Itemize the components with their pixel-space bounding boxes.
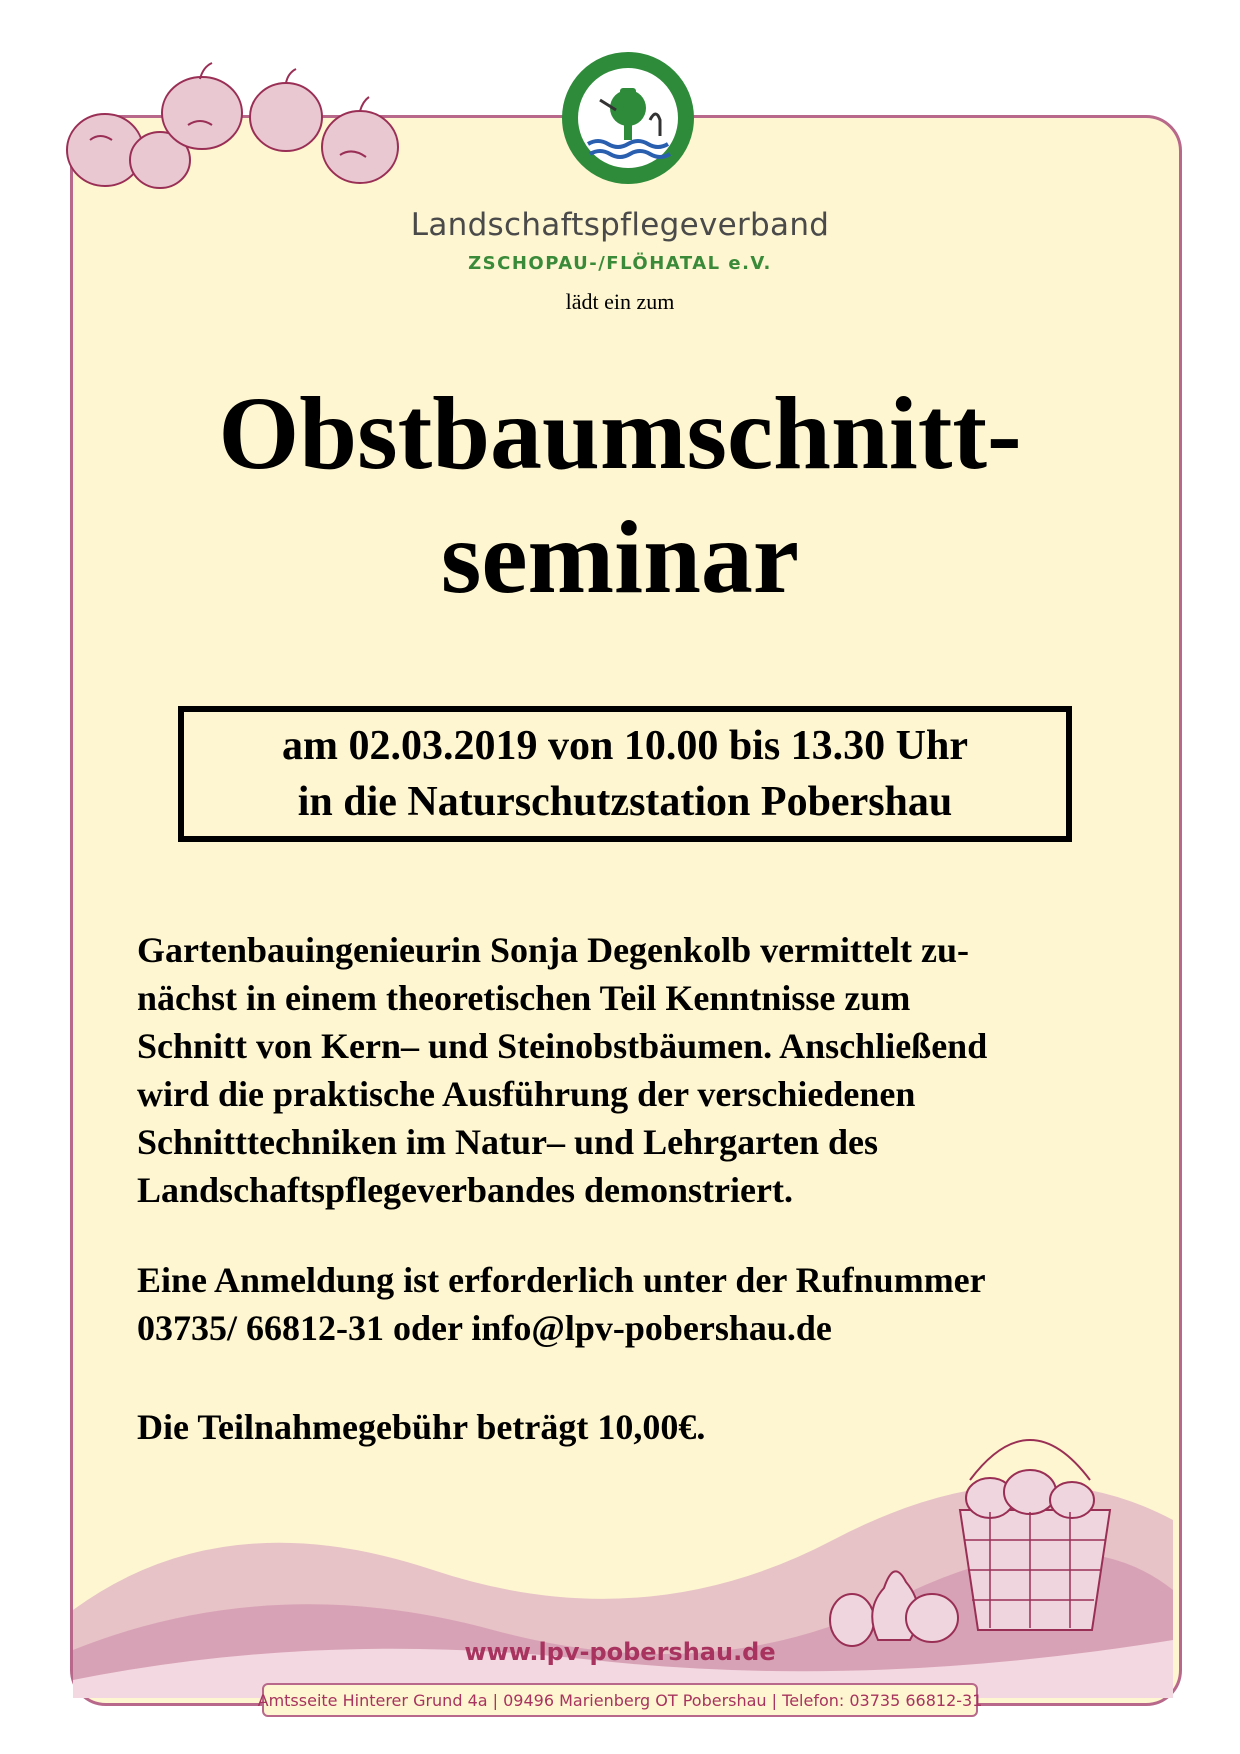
page-title (0, 372, 1240, 620)
website-link[interactable]: www.lpv-pobershau.de (464, 1638, 776, 1666)
description-paragraph (137, 926, 1127, 1214)
fee-paragraph: Die Teilnahmegebühr beträgt 10,00€. (137, 1407, 706, 1447)
description-line: nächst in einem theoretischen Teil Kenntnisse zum (137, 978, 911, 1018)
registration-paragraph (137, 1256, 1127, 1352)
invite-text: lädt ein zum (565, 289, 675, 314)
registration-line: 03735/ 66812-31 oder info@lpv-pobershau.de (137, 1308, 832, 1348)
lpv-logo-badge-icon (558, 48, 698, 188)
description-line: Landschaftspflegeverbandes demonstriert. (137, 1170, 793, 1210)
organization-name: Landschaftspflegeverband (410, 207, 830, 243)
description-line: wird die praktische Ausführung der verschiedenen (137, 1074, 916, 1114)
description-line: Schnitt von Kern– und Steinobstbäumen. Anschließend (137, 1026, 988, 1066)
description-line: Schnitttechniken im Natur– und Lehrgarten des (137, 1122, 879, 1162)
event-date: am 02.03.2019 von 10.00 bis 13.30 Uhr (281, 723, 969, 769)
organization-subtitle: ZSCHOPAU-/FLÖHATAL e.V. (468, 253, 772, 274)
registration-line: Eine Anmeldung ist erforderlich unter der Rufnummer (137, 1260, 986, 1300)
event-location: in die Naturschutzstation Pobershau (297, 779, 953, 825)
apples-illustration-icon (50, 55, 410, 205)
address-footer: Amtsseite Hinterer Grund 4a | 09496 Marienberg OT Pobershau | Telefon: 03735 66812-31 (262, 1683, 978, 1717)
title-line-1: Obstbaumschnitt- (218, 376, 1022, 491)
event-info-box (178, 706, 1072, 842)
title-line-2: seminar (440, 500, 800, 615)
description-line: Gartenbauingenieurin Sonja Degenkolb vermittelt zu- (137, 930, 969, 970)
fruit-basket-illustration-icon (790, 1420, 1170, 1650)
